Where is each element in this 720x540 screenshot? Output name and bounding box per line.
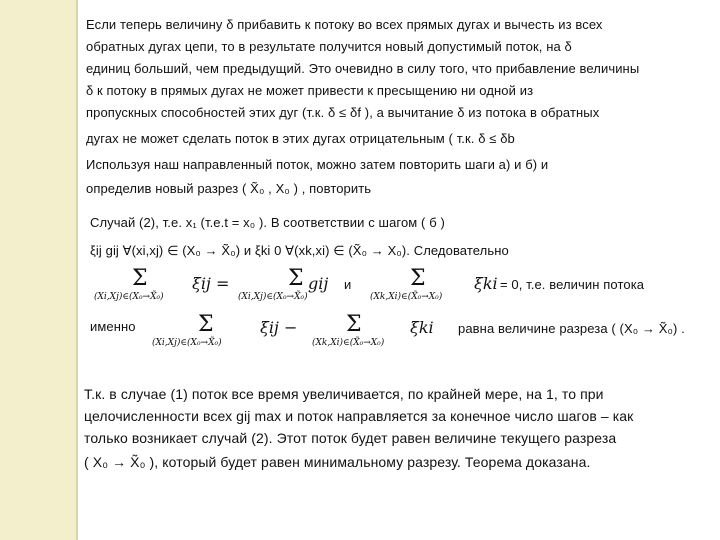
sigma-symbol: Σ <box>132 266 148 291</box>
text-line: только возникает случай (2). Этот поток будет равен величине текущего разреза <box>84 430 617 446</box>
text-line: дугах не может сделать поток в этих дугах отрицательным ( т.к. δ ≤ δb <box>86 131 515 146</box>
text-line: = 0, т.е. величин потока <box>500 277 645 292</box>
text-line: ( X₀ → X̃₀ ), который будет равен минимальному разрезу. Теорема доказана. <box>84 454 591 470</box>
sum-subscript: (Xi,Xj)∈(X₀→X̃₀) <box>94 292 164 302</box>
text-line: Если теперь величину δ прибавить к потоку во всех прямых дугах и вычесть из всех <box>86 17 603 32</box>
sum-term: ξij − <box>260 318 298 337</box>
text-line: целочисленности всех gij max и поток направляется за конечное число шагов – как <box>84 408 634 424</box>
sigma-symbol: Σ <box>288 266 304 291</box>
sum-term: ξki <box>410 318 434 337</box>
stripe-border <box>76 0 78 540</box>
text-line: δ к потоку в прямых дугах не может привести к пресыщению ни одной из <box>86 83 534 98</box>
text-line: Т.к. в случае (1) поток все время увеличивается, по крайней мере, на 1, то при <box>84 386 604 402</box>
text-line: единиц больший, чем предыдущий. Это очевидно в силу того, что прибавление величины <box>86 61 640 76</box>
formula-line: ξij gij ∀(xi,xj) ∈ (X₀ → X̃₀) и ξki 0 ∀(xk,xi) ∈ (X̃₀ → X₀). Следовательно <box>90 243 509 258</box>
sigma-symbol: Σ <box>346 312 362 337</box>
slide-content <box>80 0 720 540</box>
sum-subscript: (Xk,Xi)∈(X̃₀→X₀) <box>312 338 385 348</box>
sigma-symbol: Σ <box>198 312 214 337</box>
text-line: равна величине разреза ( (X₀ → X̃₀) . <box>458 321 685 336</box>
decorative-side-stripe <box>0 0 76 540</box>
sum-term: ξki <box>474 274 498 293</box>
sum-term: ξij = <box>192 274 230 293</box>
text-line: пропускных способностей этих дуг (т.к. δ ≤ δf ), а вычитание δ из потока в обратных <box>86 105 600 120</box>
sigma-symbol: Σ <box>410 266 426 291</box>
text-line: определив новый разрез ( X̃₀ , X₀ ) , повторить <box>86 181 372 196</box>
sum-subscript: (Xi,Xj)∈(X₀→X̃₀) <box>238 292 308 302</box>
sum-term: gij <box>308 274 329 293</box>
text-and: и <box>344 277 352 292</box>
text-line: Используя наш направленный поток, можно затем повторить шаги а) и б) и <box>86 157 549 172</box>
text-line: обратных дугах цепи, то в результате получится новый допустимый поток, на δ <box>86 39 572 54</box>
sum-subscript: (Xi,Xj)∈(X₀→X̃₀) <box>152 338 222 348</box>
text-line: именно <box>90 319 136 334</box>
text-line: Случай (2), т.е. x₁ (т.е.t = x₀ ). В соответствии с шагом ( б ) <box>90 215 445 230</box>
sum-subscript: (Xk,Xi)∈(X̃₀→X₀) <box>370 292 443 302</box>
